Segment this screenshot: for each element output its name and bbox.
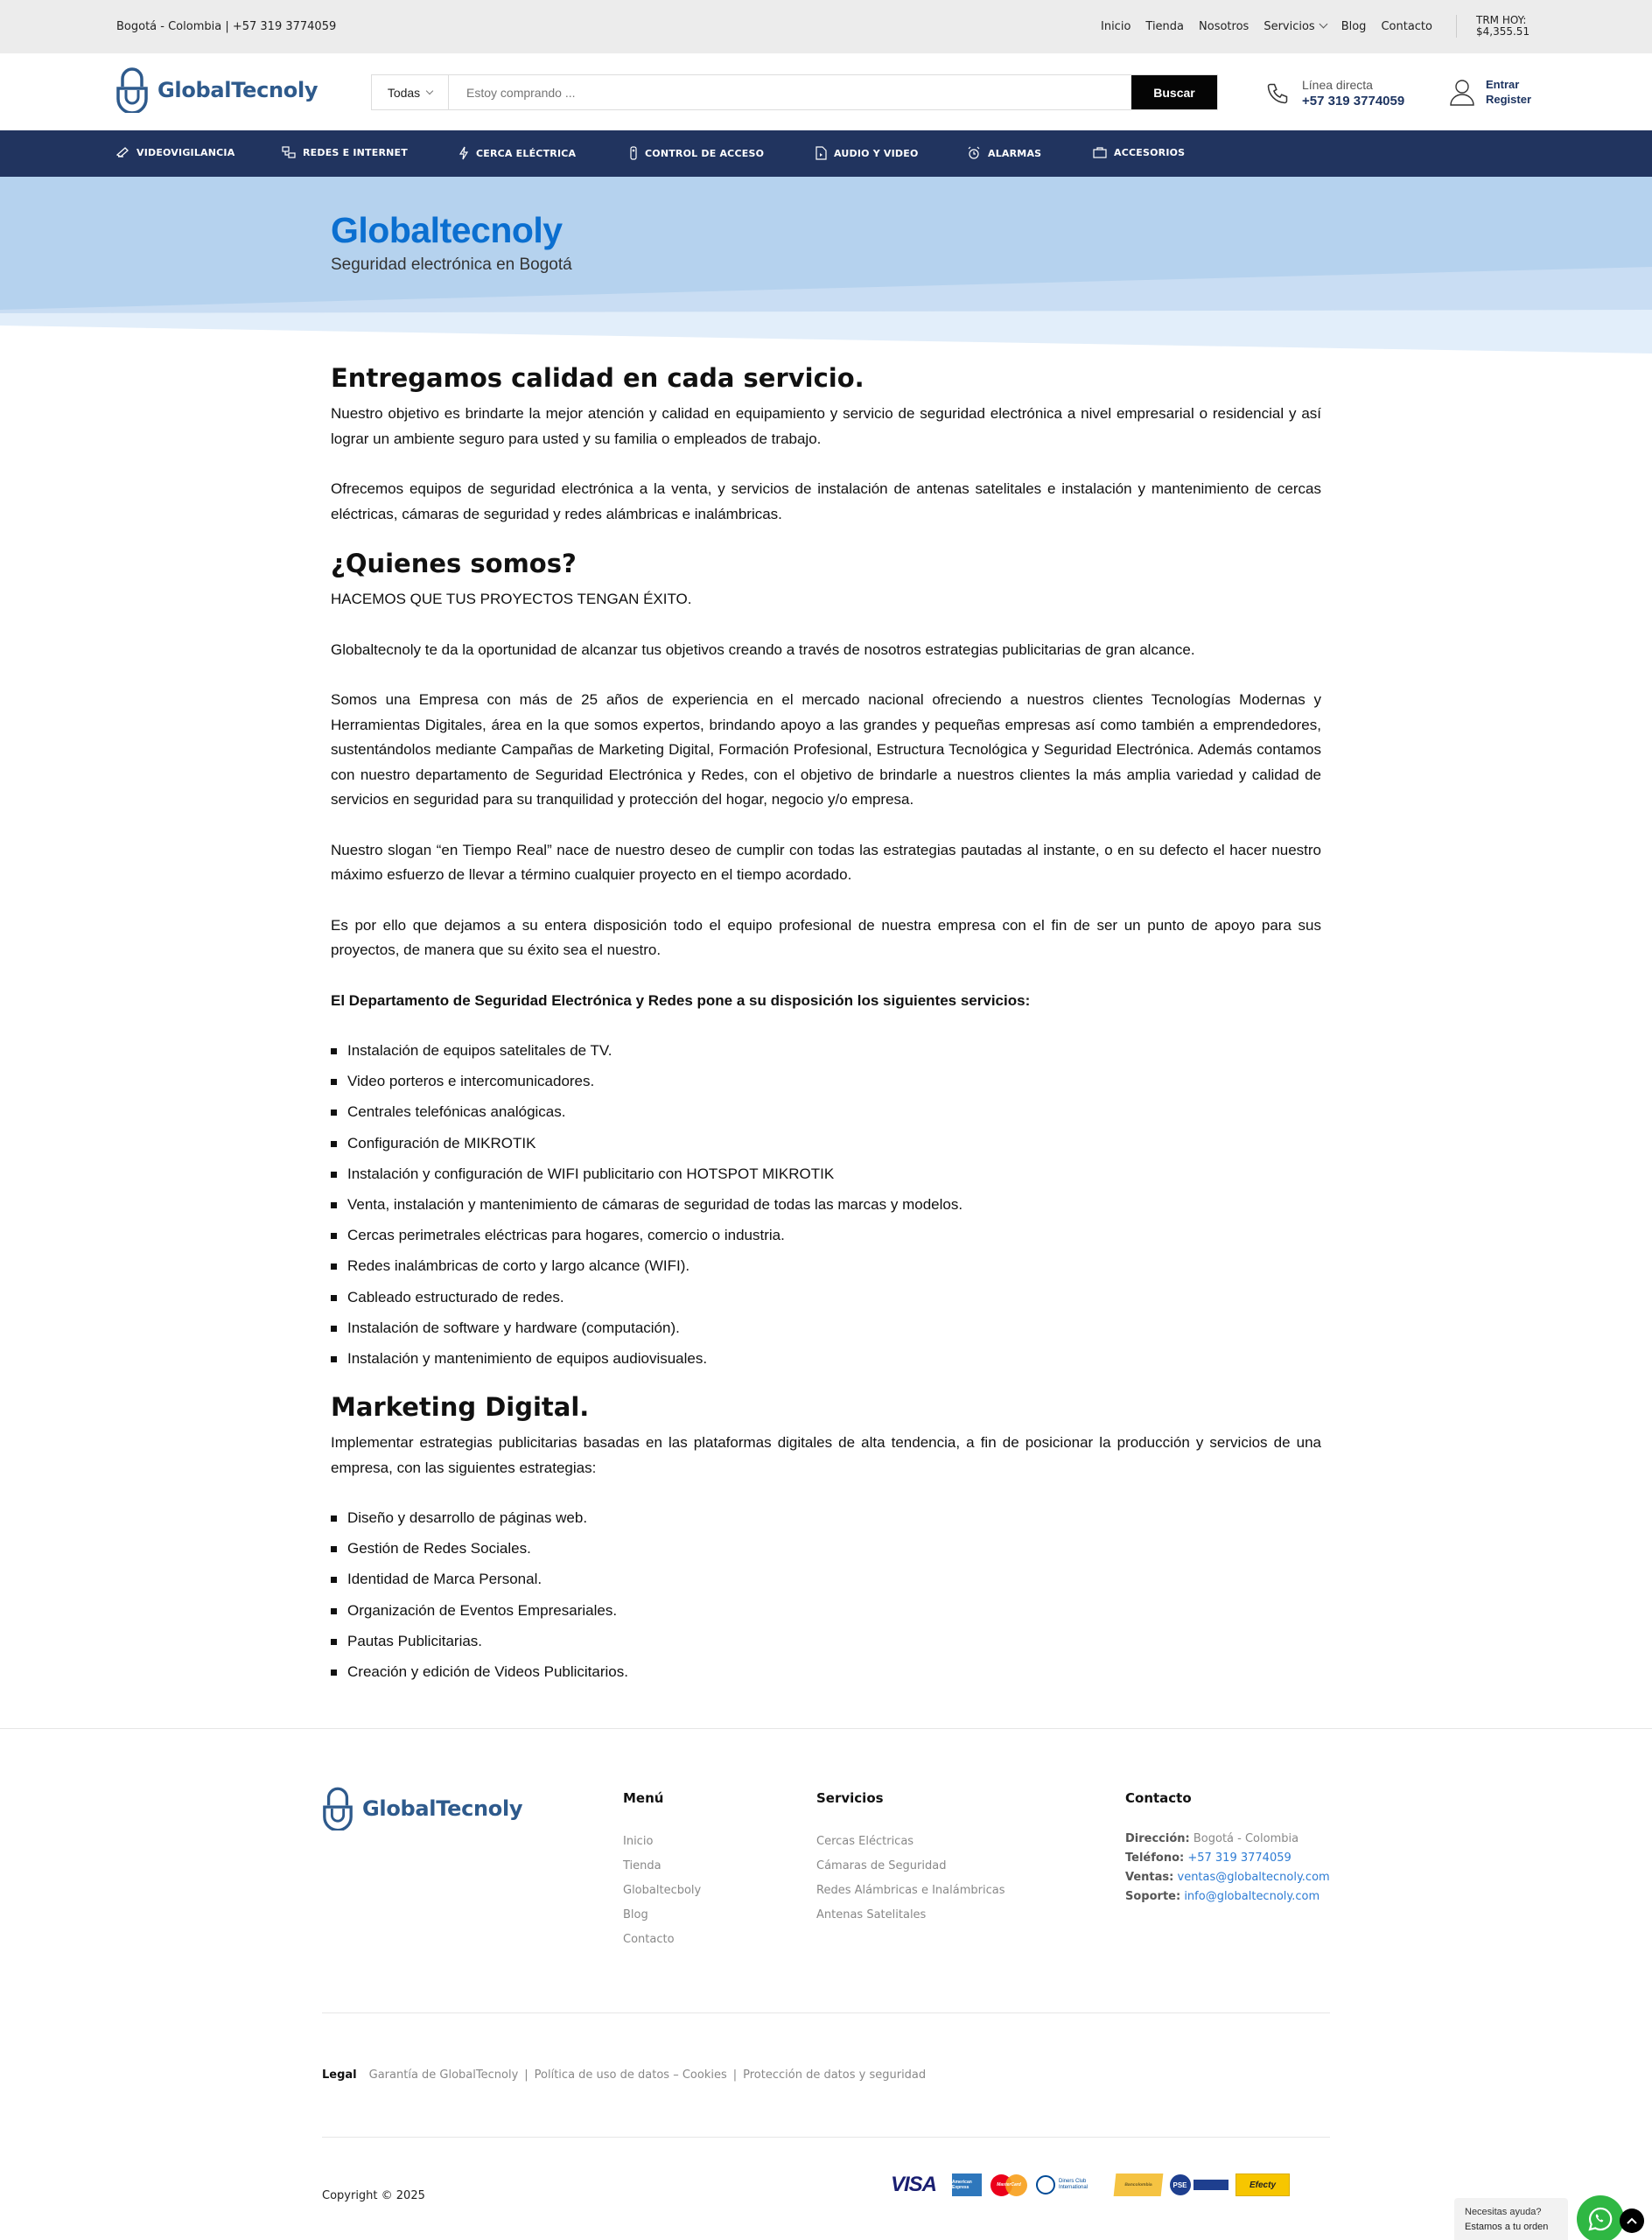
list-item: Organización de Eventos Empresariales. (331, 1599, 1321, 1629)
footer-service-link[interactable]: Redes Alámbricas e Inalámbricas (816, 1884, 1005, 1897)
scroll-to-top-button[interactable] (1620, 2208, 1644, 2233)
user-icon (1449, 78, 1475, 106)
hero-banner (0, 177, 1652, 356)
footer-divider (322, 2137, 1330, 2138)
list-item: Instalación y mantenimiento de equipos audiovisuales. (331, 1347, 1321, 1377)
list-item: Diseño y desarrollo de páginas web. (331, 1506, 1321, 1536)
chevron-up-icon (1627, 2217, 1637, 2224)
paragraph: Somos una Empresa con más de 25 años de experiencia en el mercado nacional ofreciendo a nuestros clientes Tecnologías Modernas y Herramientas Digitales, área en la que somos expertos, brindando apoyo a las grandes y pequeñas empresas así como también a emprendedores, sustentándolos mediante Campañas de Marketing Digital, Formación Profesional, Estructura Tecnológica y Seguridad Electrónica. Además contamos con nuestro departamento de Seguridad Electrónica y Redes, con el objetivo de brindarle a nuestros clientes la más amplia variedad y calidad de servicios en seguridad para su tranquilidad y protección del hogar, negocio y/o empresa. (331, 691, 1321, 808)
list-item: Instalación de equipos satelitales de TV. (331, 1039, 1321, 1069)
network-icon (282, 146, 296, 158)
topnav-contacto[interactable]: Contacto (1381, 20, 1432, 33)
pse-logo: PSE (1169, 2174, 1228, 2196)
footer-logo-text: GlobalTecnoly (362, 1796, 523, 1821)
footer-service-link[interactable]: Antenas Satelitales (816, 1908, 927, 1922)
search-button[interactable]: Buscar (1131, 75, 1217, 109)
efecty-logo: Efecty (1236, 2174, 1290, 2196)
account-links (1449, 77, 1531, 107)
catnav-label: CONTROL DE ACCESO (645, 147, 765, 159)
search-category-value: Todas (387, 85, 421, 100)
search-category-select[interactable] (372, 75, 449, 109)
address-value: Bogotá - Colombia (1193, 1832, 1299, 1845)
access-control-icon (629, 146, 638, 160)
footer-service-link[interactable]: Cercas Eléctricas (816, 1835, 914, 1848)
whatsapp-button[interactable] (1577, 2195, 1624, 2240)
footer-service-link[interactable]: Cámaras de Seguridad (816, 1859, 947, 1872)
whatsapp-line2: Estamos a tu orden (1465, 2222, 1549, 2232)
hotline[interactable] (1265, 78, 1404, 108)
list-item: Identidad de Marca Personal. (331, 1567, 1321, 1598)
paragraph: Globaltecnoly te da la oportunidad de alcanzar tus objetivos creando a través de nosotros estrategias publicitarias de gran alcance. (331, 640, 1195, 658)
legal-link-proteccion[interactable]: Protección de datos y seguridad (743, 2068, 927, 2082)
list-item: Instalación y configuración de WIFI publicitario con HOTSPOT MIKROTIK (331, 1162, 1321, 1193)
padlock-logo-icon (322, 1787, 354, 1830)
login-link[interactable]: Entrar (1486, 78, 1520, 91)
footer-address (1125, 1832, 1298, 1845)
catnav-audio-video[interactable] (816, 146, 919, 160)
catnav-label: ACCESORIOS (1114, 146, 1186, 158)
topnav-inicio[interactable]: Inicio (1101, 20, 1131, 33)
phone-icon (1265, 81, 1290, 106)
footer-menu-inicio[interactable]: Inicio (623, 1835, 654, 1848)
topnav-servicios[interactable]: Servicios (1264, 20, 1315, 33)
legal-label: Legal (322, 2068, 357, 2082)
site-footer (0, 1728, 1652, 2240)
list-item: Cableado estructurado de redes. (331, 1285, 1321, 1316)
legal-link-garantia[interactable]: Garantía de GlobalTecnoly (368, 2068, 519, 2082)
top-bar (0, 0, 1652, 53)
paragraph: Nuestro slogan “en Tiempo Real” nace de nuestro deseo de cumplir con todas las estrategias pautadas al instante, o en su defecto el hacer nuestro máximo esfuerzo de llevar a término cualquier proyecto en el tiempo acordado. (331, 841, 1321, 883)
page-subtitle: Seguridad electrónica en Bogotá (331, 256, 572, 274)
paragraph: Implementar estrategias publicitarias basadas en las plataformas digitales de alta tendencia, a fin de posicionar la producción y servicios de una empresa, con las siguientes estrategias: (331, 1434, 1321, 1476)
catnav-alarmas[interactable] (967, 146, 1041, 160)
trm-value: $4,355.51 (1476, 25, 1530, 38)
topnav-blog[interactable]: Blog (1340, 20, 1367, 33)
footer-divider (322, 2012, 1330, 2013)
legal-links (322, 2068, 926, 2082)
main-content (331, 362, 1321, 1704)
section-heading-about: ¿Quienes somos? (331, 549, 577, 578)
padlock-logo-icon (116, 67, 149, 113)
catnav-label: REDES E INTERNET (303, 146, 408, 158)
list-item: Venta, instalación y mantenimiento de cámaras de seguridad de todas las marcas y modelos. (331, 1193, 1321, 1223)
list-item: Video porteros e intercomunicadores. (331, 1069, 1321, 1100)
chevron-down-icon (426, 87, 433, 94)
search-form (371, 74, 1218, 110)
hotline-number: +57 319 3774059 (1302, 94, 1405, 108)
section-heading-marketing: Marketing Digital. (331, 1392, 590, 1423)
hero-background (0, 177, 1652, 356)
sales-email-link[interactable]: ventas@globaltecnoly.com (1177, 1871, 1330, 1884)
list-item: Configuración de MIKROTIK (331, 1131, 1321, 1162)
chevron-down-icon (1319, 20, 1327, 29)
services-intro: El Departamento de Seguridad Electrónica y Redes pone a su disposición los siguientes servicios: (331, 991, 1031, 1009)
list-item: Redes inalámbricas de corto y largo alcance (WIFI). (331, 1254, 1321, 1284)
footer-logo[interactable] (322, 1787, 522, 1830)
category-nav (0, 130, 1652, 177)
footer-menu-globaltecboly[interactable]: Globaltecboly (623, 1884, 702, 1897)
copyright: Copyright © 2025 (322, 2189, 425, 2202)
marketing-list (331, 1506, 1321, 1690)
bolt-icon (458, 146, 469, 160)
footer-menu-contacto[interactable]: Contacto (623, 1933, 675, 1946)
catnav-label: AUDIO Y VIDEO (834, 147, 919, 159)
phone-label: Teléfono: (1125, 1852, 1185, 1865)
catnav-label: VIDEOVIGILANCIA (136, 146, 235, 158)
catnav-label: CERCA ELÉCTRICA (476, 147, 577, 159)
amex-logo: American Express (952, 2174, 982, 2196)
list-item: Pautas Publicitarias. (331, 1629, 1321, 1660)
catnav-accesorios[interactable] (1093, 146, 1185, 158)
support-label: Soporte: (1125, 1890, 1181, 1903)
footer-sales (1125, 1871, 1330, 1884)
section-heading-quality: Entregamos calidad en cada servicio. (331, 363, 864, 393)
bancolombia-logo: Bancolombia (1114, 2174, 1164, 2196)
whatsapp-chat-bubble[interactable] (1454, 2198, 1568, 2240)
footer-menu-blog[interactable]: Blog (623, 1908, 648, 1922)
alarm-icon (967, 146, 981, 160)
footer-contact-title: Contacto (1125, 1790, 1192, 1806)
main-header (0, 53, 1652, 130)
separator: | (524, 2068, 528, 2082)
paragraph: HACEMOS QUE TUS PROYECTOS TENGAN ÉXITO. (331, 591, 692, 607)
topnav-nosotros[interactable]: Nosotros (1199, 20, 1250, 33)
topbar-location: Bogotá - Colombia | +57 319 3774059 (116, 20, 337, 33)
footer-menu-tienda[interactable]: Tienda (623, 1859, 662, 1872)
whatsapp-icon (1587, 2206, 1614, 2232)
paragraph: Es por ello que dejamos a su entera disposición todo el equipo profesional de nuestra empresa con el fin de ser un punto de apoyo para sus proyectos, de manera que su éxito sea el nuestro. (331, 916, 1321, 958)
phone-link[interactable]: +57 319 3774059 (1187, 1852, 1292, 1865)
register-link[interactable]: Register (1486, 93, 1532, 106)
catnav-label: ALARMAS (988, 147, 1042, 159)
search-input[interactable] (449, 75, 1131, 109)
diners-logo: Diners Club International (1036, 2174, 1108, 2196)
topnav-servicios-wrap[interactable] (1264, 20, 1326, 33)
payment-methods (882, 2174, 1290, 2196)
list-item: Creación y edición de Videos Publicitarios. (331, 1660, 1321, 1690)
footer-menu-title: Menú (623, 1790, 664, 1806)
footer-services-title: Servicios (816, 1790, 884, 1806)
sales-label: Ventas: (1125, 1871, 1174, 1884)
footer-support (1125, 1890, 1320, 1903)
hotline-label: Línea directa (1302, 78, 1373, 92)
list-item: Instalación de software y hardware (computación). (331, 1316, 1321, 1347)
list-item: Centrales telefónicas analógicas. (331, 1100, 1321, 1130)
whatsapp-line1: Necesitas ayuda? (1465, 2207, 1542, 2217)
trm-label: TRM HOY: (1476, 14, 1527, 26)
briefcase-icon (1093, 146, 1107, 158)
site-logo[interactable] (116, 67, 318, 113)
footer-phone (1125, 1852, 1292, 1865)
top-nav (1101, 20, 1432, 33)
camera-icon (116, 146, 130, 158)
visa-logo: VISA (890, 2173, 936, 2196)
catnav-cerca[interactable] (458, 146, 576, 160)
services-list (331, 1039, 1321, 1377)
list-item: Cercas perimetrales eléctricas para hogares, comercio o industria. (331, 1223, 1321, 1254)
catnav-redes[interactable] (282, 146, 408, 158)
support-email-link[interactable]: info@globaltecnoly.com (1184, 1890, 1320, 1903)
catnav-videovigilancia[interactable] (116, 146, 234, 158)
logo-text: GlobalTecnoly (158, 78, 318, 102)
paragraph: Ofrecemos equipos de seguridad electrónica a la venta, y servicios de instalación de antenas satelitales e instalación y mantenimiento de cercas eléctricas, cámaras de seguridad y redes alámbricas e inalámbricas. (331, 480, 1321, 522)
paragraph: Nuestro objetivo es brindarte la mejor atención y calidad en equipamiento y servicio de seguridad electrónica a nivel empresarial o residencial y así lograr un ambiente seguro para usted y su familia o empleados de trabajo. (331, 405, 1321, 447)
legal-link-cookies[interactable]: Política de uso de datos – Cookies (534, 2068, 727, 2082)
mastercard-logo: MasterCard (989, 2174, 1029, 2196)
media-file-icon (816, 146, 827, 160)
catnav-control-acceso[interactable] (629, 146, 764, 160)
list-item: Gestión de Redes Sociales. (331, 1536, 1321, 1567)
separator: | (732, 2068, 738, 2082)
address-label: Dirección: (1125, 1832, 1190, 1845)
topnav-tienda[interactable]: Tienda (1145, 20, 1185, 33)
trm-rate (1456, 15, 1530, 38)
page-title: Globaltecnoly (331, 210, 563, 250)
